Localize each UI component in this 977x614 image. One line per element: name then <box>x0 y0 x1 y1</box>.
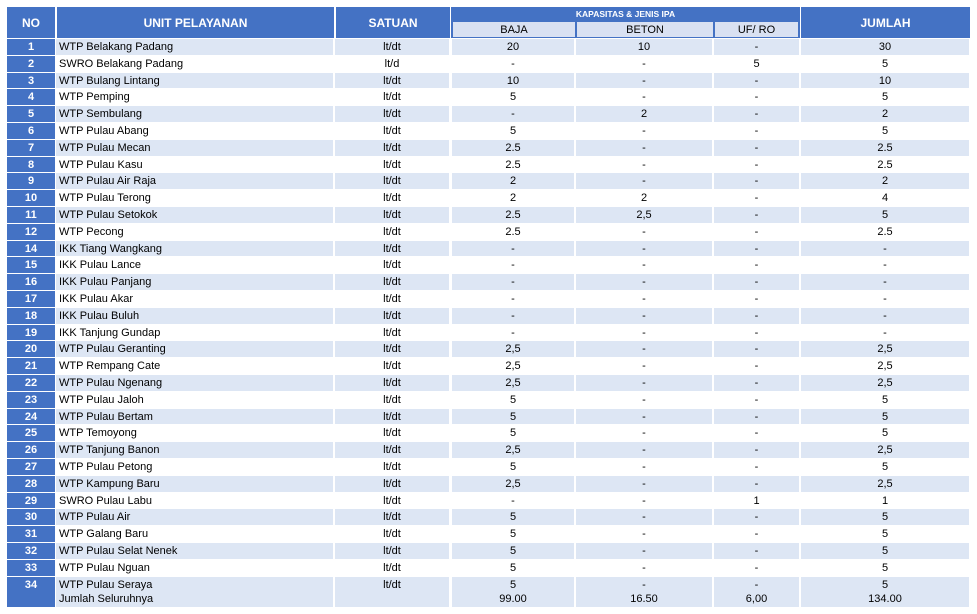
table-row <box>7 56 970 73</box>
row-uf: - <box>714 560 800 577</box>
row-uf: - <box>714 409 800 426</box>
row-jumlah: 2,5 <box>801 358 970 375</box>
row-uf: - <box>714 190 800 207</box>
row-baja: 2,5 <box>452 358 575 375</box>
row-unit: WTP Belakang Padang <box>56 39 334 56</box>
row-beton: - <box>576 560 713 577</box>
row-beton: - <box>576 493 713 510</box>
row-uf: 5 <box>714 56 800 73</box>
row-beton: 2,5 <box>576 207 713 224</box>
row-baja: - <box>452 257 575 274</box>
row-uf: - <box>714 224 800 241</box>
row-uf: - <box>714 442 800 459</box>
row-unit: WTP Sembulang <box>56 106 334 123</box>
table-row <box>7 123 970 140</box>
table-row <box>7 190 970 207</box>
row-uf: - <box>714 106 800 123</box>
row-jumlah: 1 <box>801 493 970 510</box>
row-satuan: lt/dt <box>335 274 450 291</box>
row-baja: 2,5 <box>452 375 575 392</box>
header-baja: BAJA <box>453 22 575 37</box>
row-no: 8 <box>7 157 55 174</box>
row-jumlah: 5 <box>801 425 970 442</box>
table-row <box>7 375 970 392</box>
row-baja: 2.5 <box>452 224 575 241</box>
row-uf: - <box>714 140 800 157</box>
row-no: 20 <box>7 341 55 358</box>
row-beton: - <box>576 358 713 375</box>
row-baja: 2.5 <box>452 157 575 174</box>
row-satuan: lt/dt <box>335 425 450 442</box>
row-satuan: lt/dt <box>335 358 450 375</box>
row-satuan: lt/dt <box>335 476 450 493</box>
row-beton: - <box>576 341 713 358</box>
row-satuan: lt/dt <box>335 392 450 409</box>
row-jumlah: 5 <box>801 509 970 526</box>
total-uf: 6,00 <box>714 591 800 608</box>
header-unit: UNIT PELAYANAN <box>57 7 334 38</box>
row-uf: - <box>714 173 800 190</box>
row-unit: WTP Rempang Cate <box>56 358 334 375</box>
row-uf: - <box>714 207 800 224</box>
table-row <box>7 291 970 308</box>
row-no: 1 <box>7 39 55 56</box>
row-no: 9 <box>7 173 55 190</box>
table-row <box>7 358 970 375</box>
row-beton: - <box>576 173 713 190</box>
row-satuan: lt/dt <box>335 409 450 426</box>
row-beton: - <box>576 442 713 459</box>
row-uf: - <box>714 325 800 342</box>
row-satuan: lt/dt <box>335 106 450 123</box>
row-satuan: lt/dt <box>335 560 450 577</box>
row-jumlah: 2,5 <box>801 442 970 459</box>
row-no: 27 <box>7 459 55 476</box>
row-jumlah: 5 <box>801 543 970 560</box>
row-beton: - <box>576 577 713 594</box>
row-unit: WTP Pulau Air Raja <box>56 173 334 190</box>
row-uf: - <box>714 425 800 442</box>
row-satuan: lt/dt <box>335 73 450 90</box>
row-no: 2 <box>7 56 55 73</box>
row-unit: IKK Pulau Akar <box>56 291 334 308</box>
row-satuan: lt/dt <box>335 493 450 510</box>
row-beton: - <box>576 325 713 342</box>
row-no: 24 <box>7 409 55 426</box>
row-beton: - <box>576 241 713 258</box>
row-baja: 2.5 <box>452 207 575 224</box>
row-beton: - <box>576 476 713 493</box>
table-row <box>7 257 970 274</box>
row-beton: 2 <box>576 106 713 123</box>
row-jumlah: 2 <box>801 106 970 123</box>
row-uf: - <box>714 241 800 258</box>
row-satuan: lt/dt <box>335 375 450 392</box>
row-no: 6 <box>7 123 55 140</box>
row-jumlah: 2,5 <box>801 341 970 358</box>
row-no: 18 <box>7 308 55 325</box>
row-no: 15 <box>7 257 55 274</box>
row-jumlah: 2.5 <box>801 224 970 241</box>
row-baja: 5 <box>452 425 575 442</box>
row-uf: - <box>714 358 800 375</box>
row-baja: 5 <box>452 409 575 426</box>
row-unit: WTP Galang Baru <box>56 526 334 543</box>
row-jumlah: 5 <box>801 459 970 476</box>
row-beton: - <box>576 157 713 174</box>
row-no: 21 <box>7 358 55 375</box>
row-beton: - <box>576 56 713 73</box>
table-row <box>7 207 970 224</box>
row-unit: WTP Pulau Setokok <box>56 207 334 224</box>
table-row <box>7 560 970 577</box>
row-satuan: lt/dt <box>335 308 450 325</box>
table-row <box>7 425 970 442</box>
row-unit: WTP Pulau Ngenang <box>56 375 334 392</box>
row-jumlah: 5 <box>801 526 970 543</box>
row-baja: 5 <box>452 543 575 560</box>
row-jumlah: 2.5 <box>801 140 970 157</box>
row-uf: - <box>714 543 800 560</box>
row-unit: WTP Pulau Nguan <box>56 560 334 577</box>
row-jumlah: 2.5 <box>801 157 970 174</box>
row-no: 30 <box>7 509 55 526</box>
row-uf: - <box>714 509 800 526</box>
table-row <box>7 274 970 291</box>
row-no: 7 <box>7 140 55 157</box>
header-jumlah: JUMLAH <box>801 7 970 38</box>
row-no: 19 <box>7 325 55 342</box>
row-baja: 5 <box>452 577 575 594</box>
row-satuan: lt/dt <box>335 39 450 56</box>
row-beton: - <box>576 425 713 442</box>
table-row <box>7 224 970 241</box>
row-baja: 2,5 <box>452 341 575 358</box>
row-no: 17 <box>7 291 55 308</box>
total-baja: 99.00 <box>452 591 575 608</box>
table-row <box>7 476 970 493</box>
row-beton: - <box>576 274 713 291</box>
table-row <box>7 157 970 174</box>
row-satuan: lt/dt <box>335 291 450 308</box>
row-no: 22 <box>7 375 55 392</box>
row-unit: WTP Pulau Bertam <box>56 409 334 426</box>
row-baja: - <box>452 493 575 510</box>
row-baja: 5 <box>452 123 575 140</box>
row-baja: 10 <box>452 73 575 90</box>
row-uf: - <box>714 341 800 358</box>
header-uf: UF/ RO <box>715 22 798 37</box>
row-satuan: lt/dt <box>335 257 450 274</box>
row-satuan: lt/dt <box>335 459 450 476</box>
row-uf: - <box>714 476 800 493</box>
row-unit: WTP Pulau Seraya <box>56 577 334 594</box>
row-unit: WTP Pulau Abang <box>56 123 334 140</box>
table-row <box>7 325 970 342</box>
row-uf: - <box>714 123 800 140</box>
row-baja: 2.5 <box>452 140 575 157</box>
row-beton: - <box>576 375 713 392</box>
row-satuan: lt/dt <box>335 207 450 224</box>
row-uf: - <box>714 89 800 106</box>
table-row <box>7 526 970 543</box>
table-row <box>7 140 970 157</box>
row-uf: - <box>714 526 800 543</box>
row-unit: WTP Kampung Baru <box>56 476 334 493</box>
row-beton: 10 <box>576 39 713 56</box>
row-uf: - <box>714 577 800 594</box>
table-row <box>7 341 970 358</box>
row-satuan: lt/dt <box>335 526 450 543</box>
row-beton: - <box>576 291 713 308</box>
table-row <box>7 459 970 476</box>
row-baja: - <box>452 274 575 291</box>
row-jumlah: 10 <box>801 73 970 90</box>
header-beton: BETON <box>577 22 713 37</box>
row-unit: WTP Pulau Mecan <box>56 140 334 157</box>
table-row <box>7 241 970 258</box>
row-no: 34 <box>7 577 55 594</box>
row-beton: - <box>576 509 713 526</box>
row-beton: - <box>576 224 713 241</box>
row-baja: 2 <box>452 190 575 207</box>
row-satuan: lt/d <box>335 56 450 73</box>
row-satuan: lt/dt <box>335 190 450 207</box>
row-satuan: lt/dt <box>335 577 450 594</box>
row-unit: SWRO Belakang Padang <box>56 56 334 73</box>
row-jumlah: 5 <box>801 392 970 409</box>
row-jumlah: - <box>801 257 970 274</box>
row-jumlah: 2 <box>801 173 970 190</box>
row-jumlah: 4 <box>801 190 970 207</box>
header-kapasitas: KAPASITAS & JENIS IPA <box>575 9 676 19</box>
row-baja: - <box>452 325 575 342</box>
row-no: 31 <box>7 526 55 543</box>
row-no: 29 <box>7 493 55 510</box>
row-jumlah: 2,5 <box>801 476 970 493</box>
row-unit: WTP Tanjung Banon <box>56 442 334 459</box>
row-baja: 5 <box>452 560 575 577</box>
table-row <box>7 173 970 190</box>
row-unit: IKK Pulau Lance <box>56 257 334 274</box>
row-unit: WTP Pulau Selat Nenek <box>56 543 334 560</box>
row-beton: - <box>576 392 713 409</box>
row-unit: WTP Bulang Lintang <box>56 73 334 90</box>
total-jumlah: 134.00 <box>801 591 970 608</box>
row-jumlah: - <box>801 241 970 258</box>
row-unit: WTP Pulau Air <box>56 509 334 526</box>
row-satuan: lt/dt <box>335 509 450 526</box>
row-uf: - <box>714 392 800 409</box>
row-unit: WTP Pulau Kasu <box>56 157 334 174</box>
row-jumlah: 5 <box>801 409 970 426</box>
row-beton: - <box>576 73 713 90</box>
row-beton: - <box>576 526 713 543</box>
row-uf: - <box>714 274 800 291</box>
row-no: 23 <box>7 392 55 409</box>
row-beton: 2 <box>576 190 713 207</box>
row-baja: 2,5 <box>452 476 575 493</box>
row-no: 33 <box>7 560 55 577</box>
row-uf: - <box>714 291 800 308</box>
row-jumlah: 5 <box>801 207 970 224</box>
row-baja: 5 <box>452 89 575 106</box>
row-beton: - <box>576 543 713 560</box>
row-baja: 2,5 <box>452 442 575 459</box>
row-satuan: lt/dt <box>335 325 450 342</box>
row-no: 11 <box>7 207 55 224</box>
row-unit: IKK Pulau Buluh <box>56 308 334 325</box>
row-no: 3 <box>7 73 55 90</box>
row-no: 16 <box>7 274 55 291</box>
row-baja: - <box>452 56 575 73</box>
total-beton: 16.50 <box>576 591 713 608</box>
row-jumlah: 5 <box>801 89 970 106</box>
row-no: 10 <box>7 190 55 207</box>
row-unit: IKK Tanjung Gundap <box>56 325 334 342</box>
row-unit: WTP Temoyong <box>56 425 334 442</box>
row-satuan: lt/dt <box>335 241 450 258</box>
row-jumlah: - <box>801 308 970 325</box>
row-no: 12 <box>7 224 55 241</box>
row-unit: WTP Pecong <box>56 224 334 241</box>
table-row <box>7 392 970 409</box>
row-satuan: lt/dt <box>335 173 450 190</box>
row-jumlah: 2,5 <box>801 375 970 392</box>
table-row <box>7 442 970 459</box>
table-row <box>7 493 970 510</box>
table-row <box>7 73 970 90</box>
row-satuan: lt/dt <box>335 140 450 157</box>
total-label: Jumlah Seluruhnya <box>56 591 334 608</box>
row-unit: WTP Pulau Terong <box>56 190 334 207</box>
header-satuan: SATUAN <box>336 7 450 38</box>
row-satuan: lt/dt <box>335 224 450 241</box>
row-satuan: lt/dt <box>335 89 450 106</box>
row-baja: - <box>452 241 575 258</box>
row-beton: - <box>576 409 713 426</box>
row-satuan: lt/dt <box>335 442 450 459</box>
row-satuan: lt/dt <box>335 157 450 174</box>
row-baja: 5 <box>452 509 575 526</box>
total-satuan-cell <box>335 591 450 608</box>
row-satuan: lt/dt <box>335 341 450 358</box>
row-beton: - <box>576 89 713 106</box>
row-baja: 2 <box>452 173 575 190</box>
row-no: 4 <box>7 89 55 106</box>
row-baja: 20 <box>452 39 575 56</box>
row-no: 25 <box>7 425 55 442</box>
row-no: 28 <box>7 476 55 493</box>
table-row <box>7 509 970 526</box>
row-baja: - <box>452 308 575 325</box>
row-no: 5 <box>7 106 55 123</box>
table-row <box>7 409 970 426</box>
row-uf: - <box>714 257 800 274</box>
row-baja: - <box>452 291 575 308</box>
row-jumlah: 5 <box>801 56 970 73</box>
row-no: 14 <box>7 241 55 258</box>
row-beton: - <box>576 257 713 274</box>
row-beton: - <box>576 123 713 140</box>
row-unit: WTP Pulau Geranting <box>56 341 334 358</box>
row-no: 26 <box>7 442 55 459</box>
row-jumlah: - <box>801 291 970 308</box>
row-baja: 5 <box>452 459 575 476</box>
row-unit: WTP Pulau Jaloh <box>56 392 334 409</box>
table-row <box>7 308 970 325</box>
row-uf: - <box>714 308 800 325</box>
row-beton: - <box>576 308 713 325</box>
row-unit: WTP Pemping <box>56 89 334 106</box>
row-baja: - <box>452 106 575 123</box>
table-row <box>7 543 970 560</box>
row-beton: - <box>576 459 713 476</box>
row-jumlah: - <box>801 274 970 291</box>
row-satuan: lt/dt <box>335 123 450 140</box>
row-unit: SWRO Pulau Labu <box>56 493 334 510</box>
row-satuan: lt/dt <box>335 543 450 560</box>
row-beton: - <box>576 140 713 157</box>
row-uf: - <box>714 157 800 174</box>
row-jumlah: - <box>801 325 970 342</box>
row-baja: 5 <box>452 392 575 409</box>
row-unit: IKK Pulau Panjang <box>56 274 334 291</box>
row-unit: WTP Pulau Petong <box>56 459 334 476</box>
table-row <box>7 39 970 56</box>
row-jumlah: 5 <box>801 560 970 577</box>
total-row <box>7 591 970 608</box>
row-uf: - <box>714 375 800 392</box>
row-jumlah: 30 <box>801 39 970 56</box>
row-no: 32 <box>7 543 55 560</box>
row-uf: - <box>714 39 800 56</box>
row-jumlah: 5 <box>801 577 970 594</box>
row-unit: IKK Tiang Wangkang <box>56 241 334 258</box>
row-baja: 5 <box>452 526 575 543</box>
row-jumlah: 5 <box>801 123 970 140</box>
header-no: NO <box>7 7 55 38</box>
row-uf: - <box>714 459 800 476</box>
row-uf: - <box>714 73 800 90</box>
total-no-cell <box>7 591 55 608</box>
table-row <box>7 89 970 106</box>
row-uf: 1 <box>714 493 800 510</box>
table-row <box>7 106 970 123</box>
